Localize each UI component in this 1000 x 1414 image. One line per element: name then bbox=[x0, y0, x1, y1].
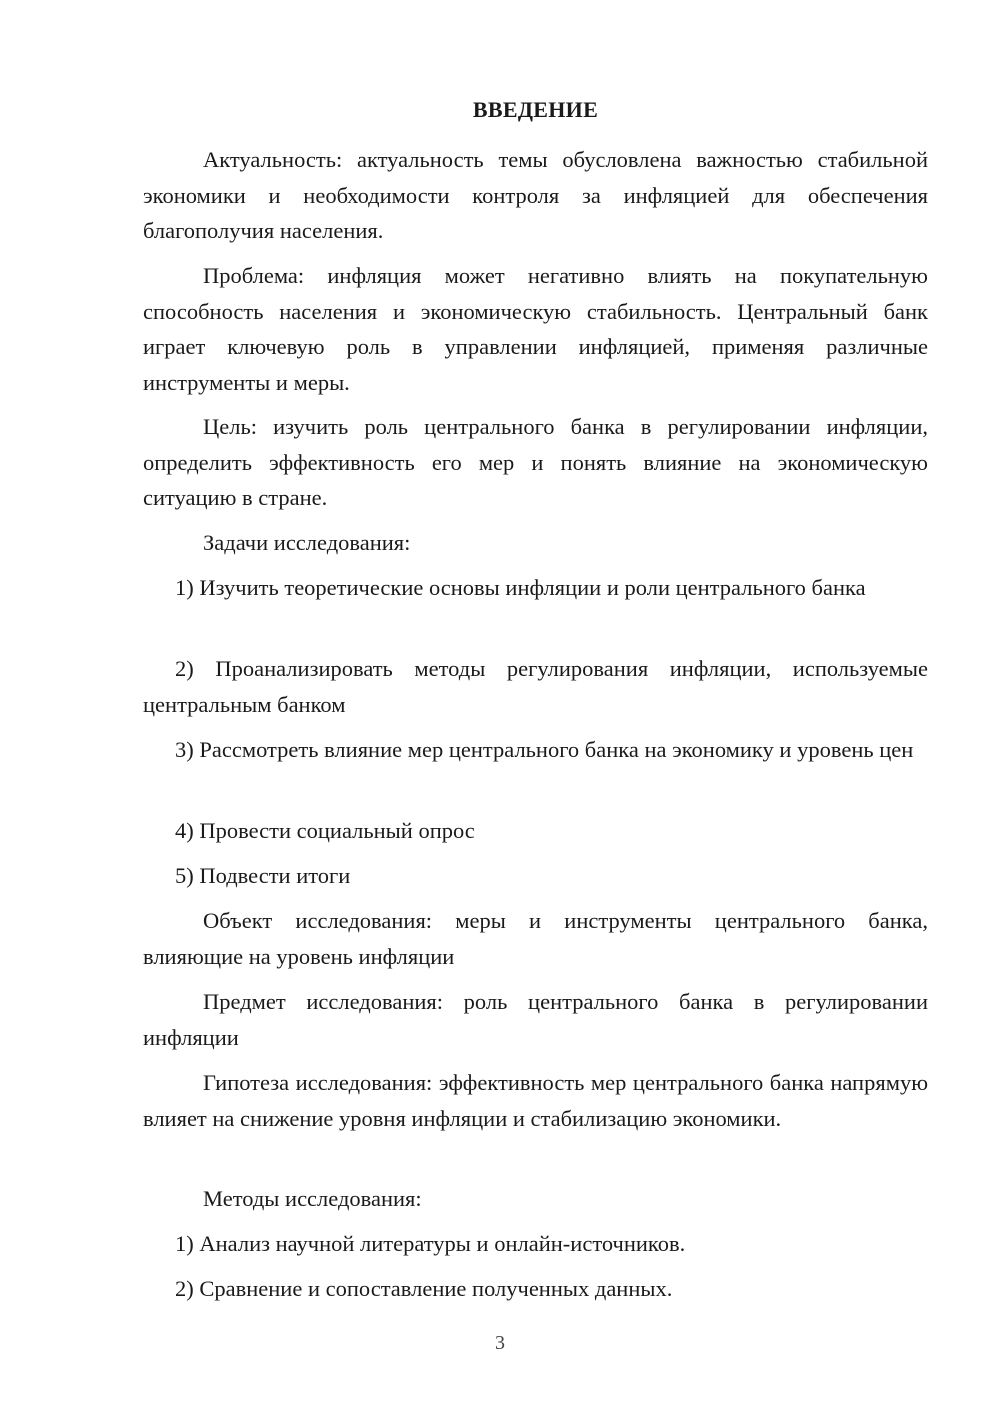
list-item-task-5: 5) Подвести итоги bbox=[175, 863, 351, 888]
list-item-task-2: 2) Проанализировать методы регулирования инфляции, используемые центральным банком bbox=[143, 656, 928, 717]
paragraph-problem: Проблема: инфляция может негативно влиять на покупательную способность населения и экономическую стабильность. Центральный банк играет ключевую роль в управлении инфляцией, применяя различные инструменты и меры. bbox=[143, 263, 928, 395]
paragraph-relevance: Актуальность: актуальность темы обусловлена важностью стабильной экономики и необходимости контроля за инфляцией для обеспечения благополучия населения. bbox=[143, 147, 928, 243]
paragraph-subject: Предмет исследования: роль центрального банка в регулировании инфляции bbox=[143, 989, 928, 1050]
paragraph-hypothesis: Гипотеза исследования: эффективность мер центрального банка напрямую влияет на снижение уровня инфляции и стабилизацию экономики. bbox=[143, 1070, 928, 1131]
list-item-method-2: 2) Сравнение и сопоставление полученных данных. bbox=[175, 1276, 673, 1301]
list-item-task-1: 1) Изучить теоретические основы инфляции и роли центрального банка bbox=[175, 575, 866, 600]
paragraph-object: Объект исследования: меры и инструменты центрального банка, влияющие на уровень инфляции bbox=[143, 908, 928, 969]
section-title: ВВЕДЕНИЕ bbox=[472, 97, 599, 122]
paragraph-tasks-heading: Задачи исследования: bbox=[203, 530, 411, 555]
paragraph-methods-heading: Методы исследования: bbox=[203, 1186, 422, 1211]
list-item-method-1: 1) Анализ научной литературы и онлайн-источников. bbox=[175, 1231, 686, 1256]
list-item-task-4: 4) Провести социальный опрос bbox=[175, 818, 475, 843]
paragraph-goal: Цель: изучить роль центрального банка в регулировании инфляции, определить эффективность его мер и понять влияние на экономическую ситуацию в стране. bbox=[143, 414, 928, 510]
page-number: 3 bbox=[495, 1332, 505, 1354]
list-item-task-3: 3) Рассмотреть влияние мер центрального банка на экономику и уровень цен bbox=[175, 737, 914, 762]
